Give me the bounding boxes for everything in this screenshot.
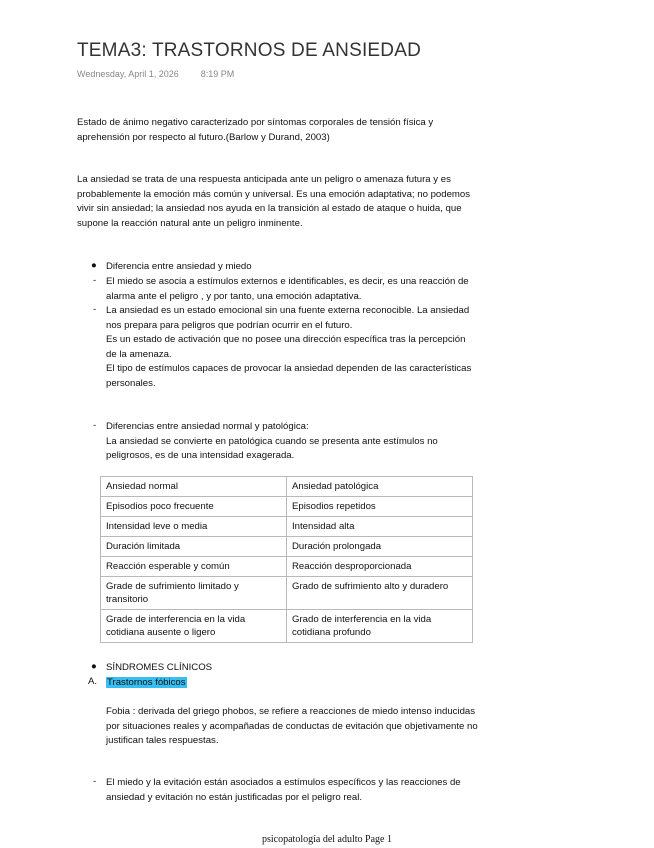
table-cell-normal: Intensidad leve o media bbox=[101, 517, 287, 537]
dash-marker: - bbox=[93, 420, 97, 431]
page-title: TEMA3: TRASTORNOS DE ANSIEDAD bbox=[77, 40, 422, 61]
table-row bbox=[101, 477, 473, 497]
comparison-table bbox=[100, 476, 473, 643]
table-cell-normal: Grade de interferencia en la vida cotidiana ausente o ligero bbox=[101, 610, 287, 643]
table-row bbox=[101, 610, 473, 643]
dash-miedo: El miedo se asocia a estímulos externos e identificables, es decir, es una reacción de alarma ante el peligro , y por tanto, una emoción adaptativa. bbox=[106, 276, 469, 302]
table-cell-patologica: Ansiedad patológica bbox=[287, 477, 473, 497]
bullet-sindromes-clinicos: SÍNDROMES CLÍNICOS bbox=[106, 662, 213, 673]
table-row bbox=[101, 557, 473, 577]
dash-ansiedad-line-2: Es un estado de activación que no posee una dirección específica tras la percepción de la amenaza. bbox=[106, 334, 466, 360]
intro-definition: Estado de ánimo negativo caracterizado por síntomas corporales de tensión física y aprehensión por respecto al futuro.(Barlow y Durand, 2003) bbox=[77, 117, 434, 143]
table-row bbox=[101, 497, 473, 517]
table-cell-patologica: Duración prolongada bbox=[287, 537, 473, 557]
page-date: Wednesday, April 1, 2026 bbox=[77, 69, 179, 79]
table-row bbox=[101, 537, 473, 557]
table-row bbox=[101, 577, 473, 610]
dash-miedo-evitacion: El miedo y la evitación están asociados a estímulos específicos y las reacciones de ansiedad y evitación no están justificadas por el peligro real. bbox=[106, 777, 461, 803]
fobia-definition: Fobia : derivada del griego phobos, se refiere a reacciones de miedo intenso inducidas por situaciones reales y acompañadas de conductas de evitación que objetivamente no justifican tales respuestas. bbox=[106, 706, 478, 747]
table-cell-normal: Ansiedad normal bbox=[101, 477, 287, 497]
table-cell-patologica: Episodios repetidos bbox=[287, 497, 473, 517]
dash-marker: - bbox=[93, 304, 97, 315]
table-cell-patologica: Grado de sufrimiento alto y duradero bbox=[287, 577, 473, 610]
dash-marker: - bbox=[93, 275, 97, 286]
list-letter: A. bbox=[88, 676, 98, 687]
table-cell-patologica: Intensidad alta bbox=[287, 517, 473, 537]
page-time: 8:19 PM bbox=[200, 69, 235, 79]
bullet-diferencia-ansiedad-miedo: Diferencia entre ansiedad y miedo bbox=[106, 261, 252, 272]
highlighted-heading: Trastornos fóbicos bbox=[107, 677, 186, 688]
page-meta bbox=[77, 69, 234, 79]
table-cell-patologica: Grado de interferencia en la vida cotidiana profundo bbox=[287, 610, 473, 643]
table-cell-normal: Grade de sufrimiento limitado y transitorio bbox=[101, 577, 287, 610]
dash-diferencias bbox=[106, 420, 478, 464]
bullet-dot: ● bbox=[91, 661, 97, 672]
dash-diferencias-text: La ansiedad se convierte en patológica cuando se presenta ante estímulos no peligrosos, es de una intensidad exagerada. bbox=[106, 435, 438, 462]
bullet-dot: ● bbox=[91, 260, 97, 271]
table-row bbox=[101, 517, 473, 537]
heading-trastornos-fobicos bbox=[106, 676, 478, 691]
dash-ansiedad bbox=[106, 304, 478, 392]
page-footer: psicopatología del adulto Page 1 bbox=[262, 834, 392, 845]
dash-ansiedad-line-3: El tipo de estímulos capaces de provocar la ansiedad dependen de las características personales. bbox=[106, 363, 472, 389]
table-cell-normal: Episodios poco frecuente bbox=[101, 497, 287, 517]
dash-diferencias-title: Diferencias entre ansiedad normal y patológica: bbox=[106, 421, 309, 432]
dash-marker: - bbox=[93, 776, 97, 787]
table-cell-normal: Reacción esperable y común bbox=[101, 557, 287, 577]
intro-paragraph: La ansiedad se trata de una respuesta anticipada ante un peligro o amenaza futura y es probablemente la emoción más común y universal. Es una emoción adaptativa; no podemos vivir sin ansiedad; la ansiedad nos ayuda en la transición al estado de ataque o huida, que supone la reacción natural ante un peligro inminente. bbox=[77, 174, 471, 229]
table-cell-normal: Duración limitada bbox=[101, 537, 287, 557]
dash-ansiedad-line-1: La ansiedad es un estado emocional sin una fuente externa reconocible. La ansiedad nos prepara para peligros que podrían ocurrir en el futuro. bbox=[106, 305, 470, 331]
table-cell-patologica: Reacción desproporcionada bbox=[287, 557, 473, 577]
